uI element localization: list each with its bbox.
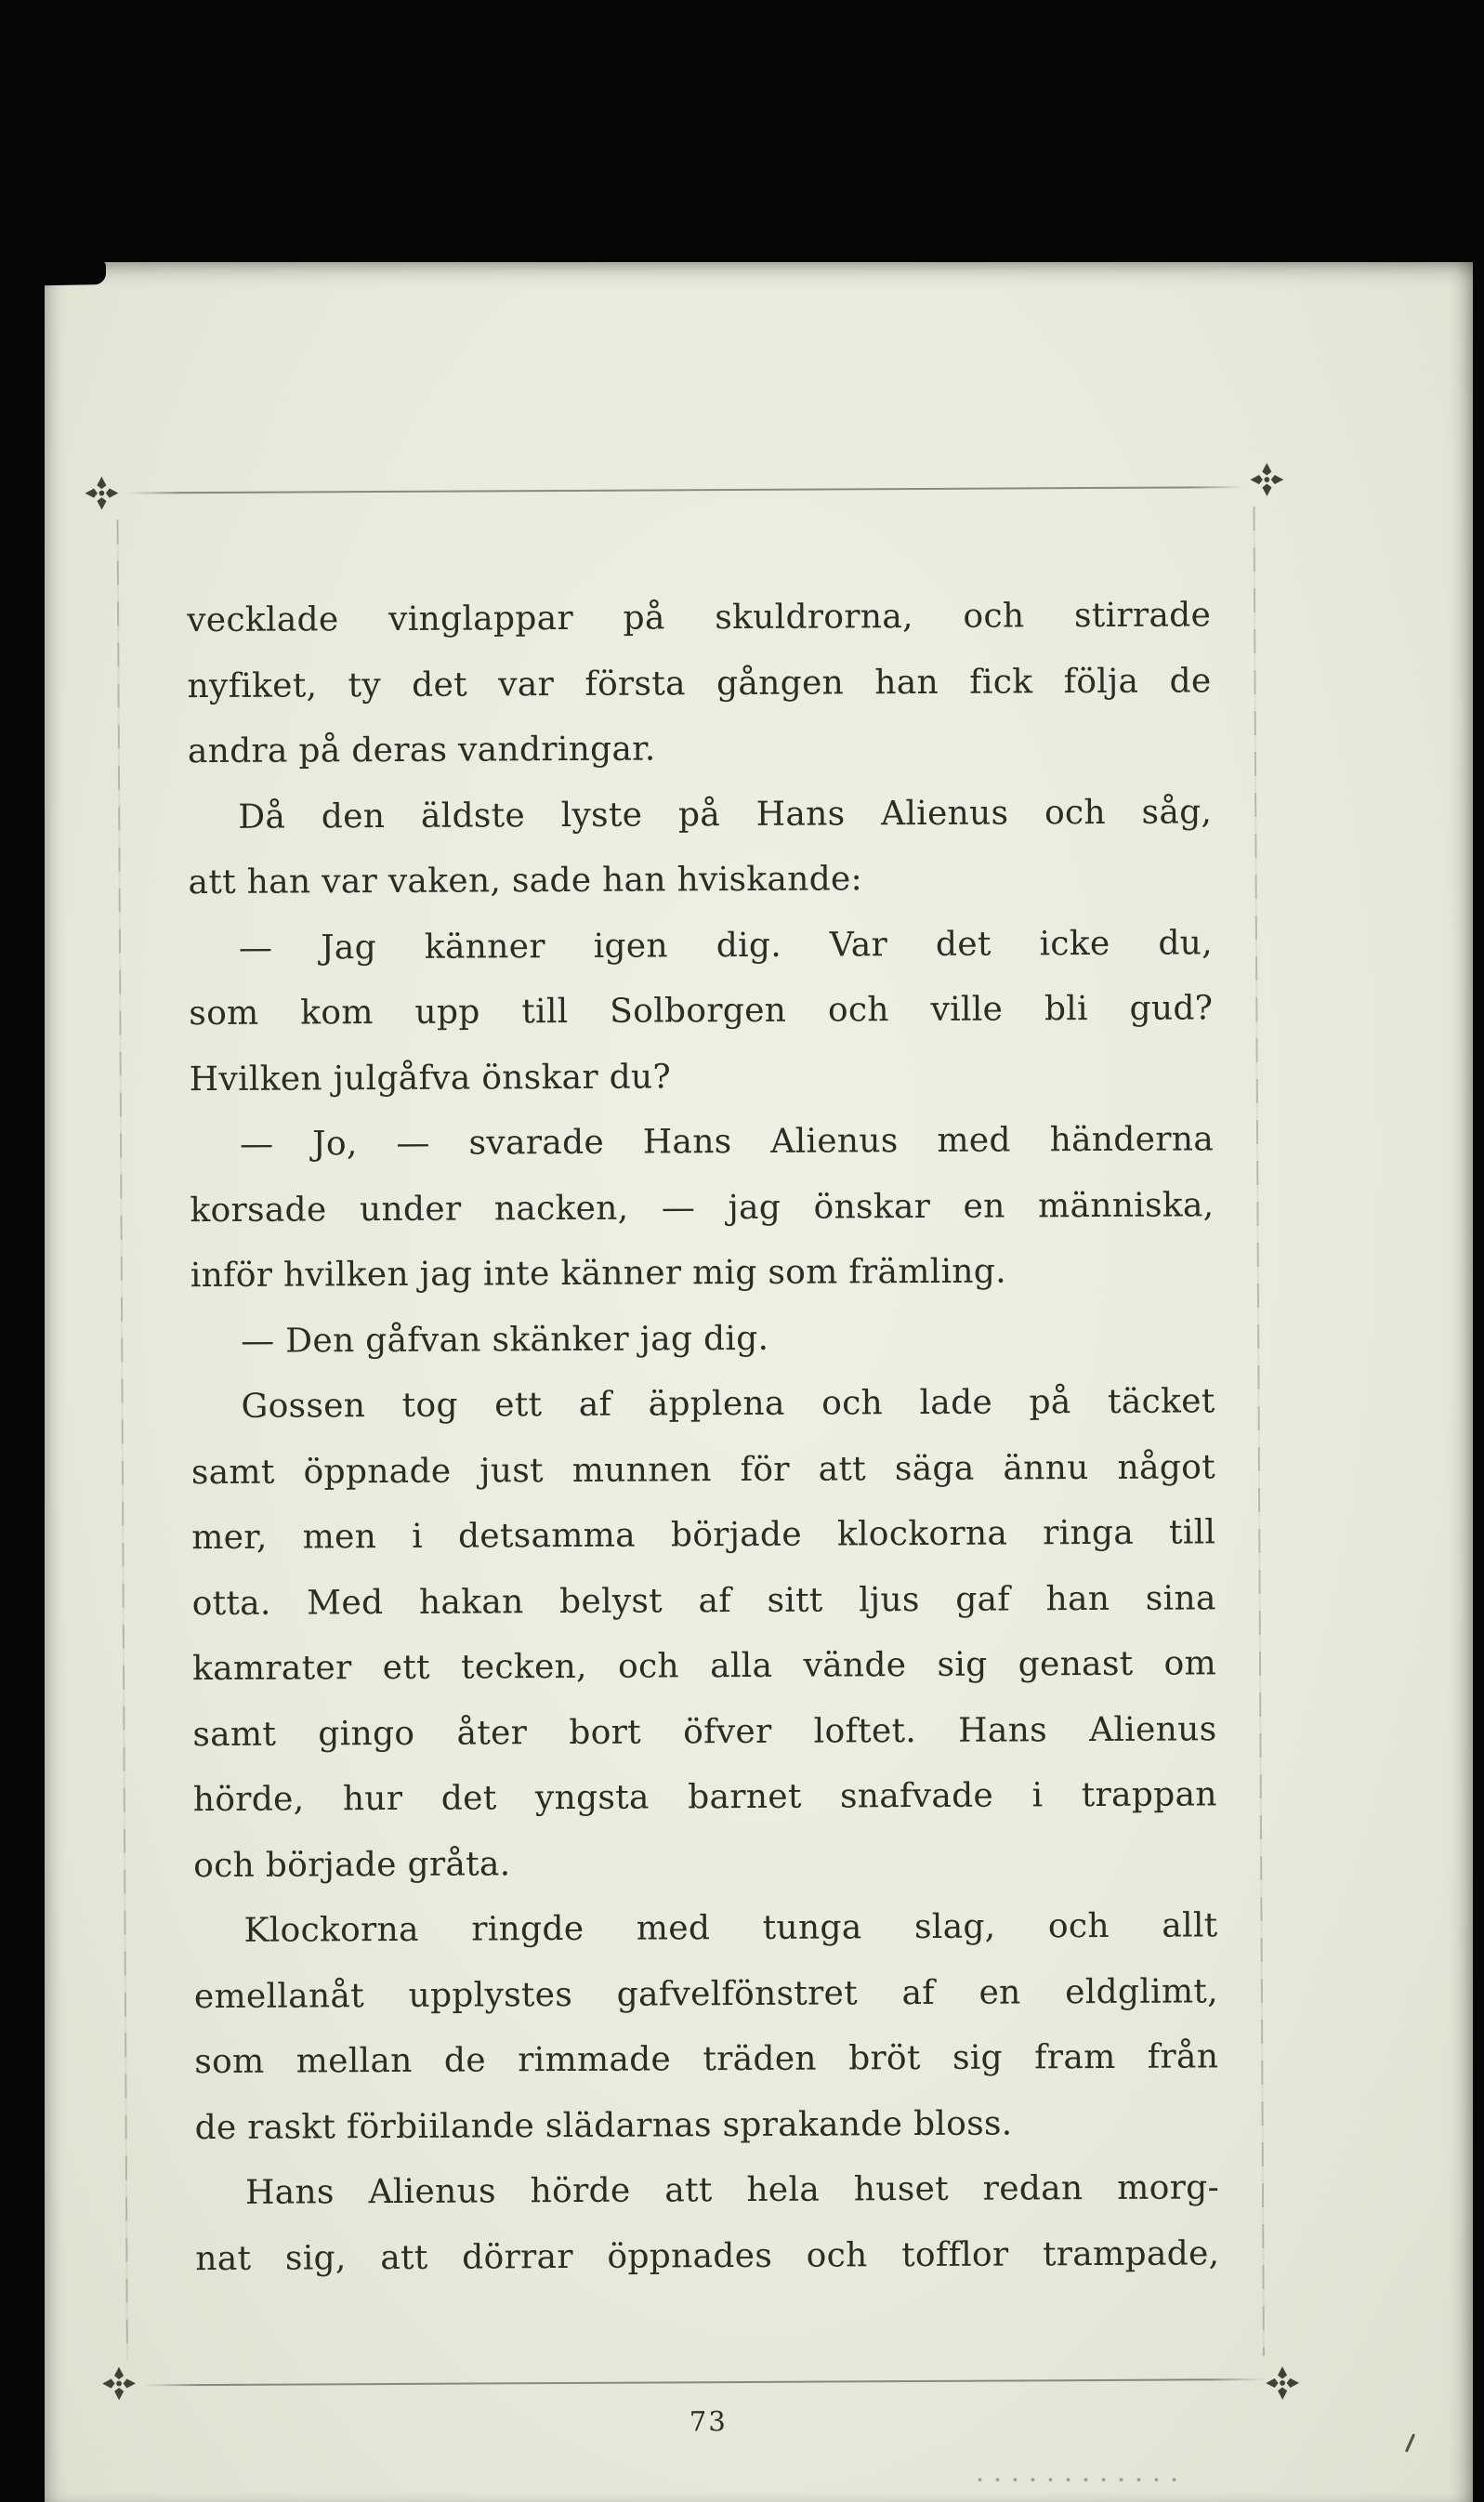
text-line: nyfiket, ty det var första gången han fick följa de: [187, 661, 1212, 705]
text-line: Hans Alienus hörde att hela huset redan morg-: [244, 2168, 1220, 2212]
text-line: mer, men i detsamma började klockorna ringa till: [191, 1513, 1216, 1558]
text-line: hörde, hur det yngsta barnet snafvade i trappan: [192, 1775, 1217, 1820]
text-block: [187, 583, 1220, 2292]
text-line: Klockorna ringde med tunga slag, och allt: [243, 1906, 1218, 1950]
page-number: 73: [689, 2405, 728, 2438]
text-line: nat sig, att dörrar öppnades och tofflor trampade,: [195, 2233, 1220, 2278]
scan-artifact-blob: [0, 259, 106, 286]
corner-ornament-icon: [1265, 2365, 1300, 2401]
bottom-rule: [142, 2378, 1265, 2386]
text-line: och började gråta.: [193, 1844, 511, 1885]
text-line: att han var vaken, sade han hviskande:: [188, 860, 863, 902]
text-line: — Den gåfvan skänker jag dig.: [241, 1319, 769, 1361]
text-line: emellanåt upplystes gafvelfönstret af en eldglimt,: [193, 1971, 1218, 2016]
text-line: samt öppnade just munnen för att säga ännu något: [190, 1447, 1216, 1492]
text-line: — Jag känner igen dig. Var det icke du,: [238, 923, 1214, 968]
text-line: de raskt förbiilande slädarnas sprakande bloss.: [194, 2103, 1013, 2147]
text-line: Hvilken julgåfva önskar du?: [189, 1057, 672, 1099]
text-line: inför hvilken jag inte känner mig som främling.: [190, 1252, 1007, 1296]
text-line: korsade under nacken, — jag önskar en människa,: [190, 1185, 1215, 1230]
corner-ornament-icon: [84, 475, 119, 510]
text-line: — Jo, — svarade Hans Alienus med händerna: [239, 1120, 1215, 1164]
text-line: samt gingo åter bort öfver loftet. Hans Alienus: [192, 1709, 1217, 1754]
text-line: otta. Med hakan belyst af sitt ljus gaf han sina: [191, 1578, 1216, 1623]
text-line: vecklade vinglappar på skuldrorna, och stirrade: [187, 596, 1212, 640]
left-frame-line: [117, 520, 128, 2361]
right-frame-line: [1254, 507, 1265, 2356]
text-line: som kom upp till Solborgen och ville bli gud?: [189, 989, 1214, 1034]
text-line: kamrater ett tecken, och alla vände sig genast om: [191, 1644, 1217, 1689]
text-line: andra på deras vandringar.: [187, 730, 656, 771]
corner-ornament-icon: [101, 2365, 137, 2401]
text-line: Gossen tog ett af äpplena och lade på täcket: [241, 1382, 1215, 1426]
text-line: som mellan de rimmade träden bröt sig fram från: [194, 2037, 1219, 2082]
corner-ornament-icon: [1249, 462, 1284, 497]
scan-artifact-dots: [971, 2476, 1187, 2483]
text-line: Då den äldste lyste på Hans Alienus och såg,: [238, 792, 1213, 836]
top-rule: [125, 486, 1245, 494]
